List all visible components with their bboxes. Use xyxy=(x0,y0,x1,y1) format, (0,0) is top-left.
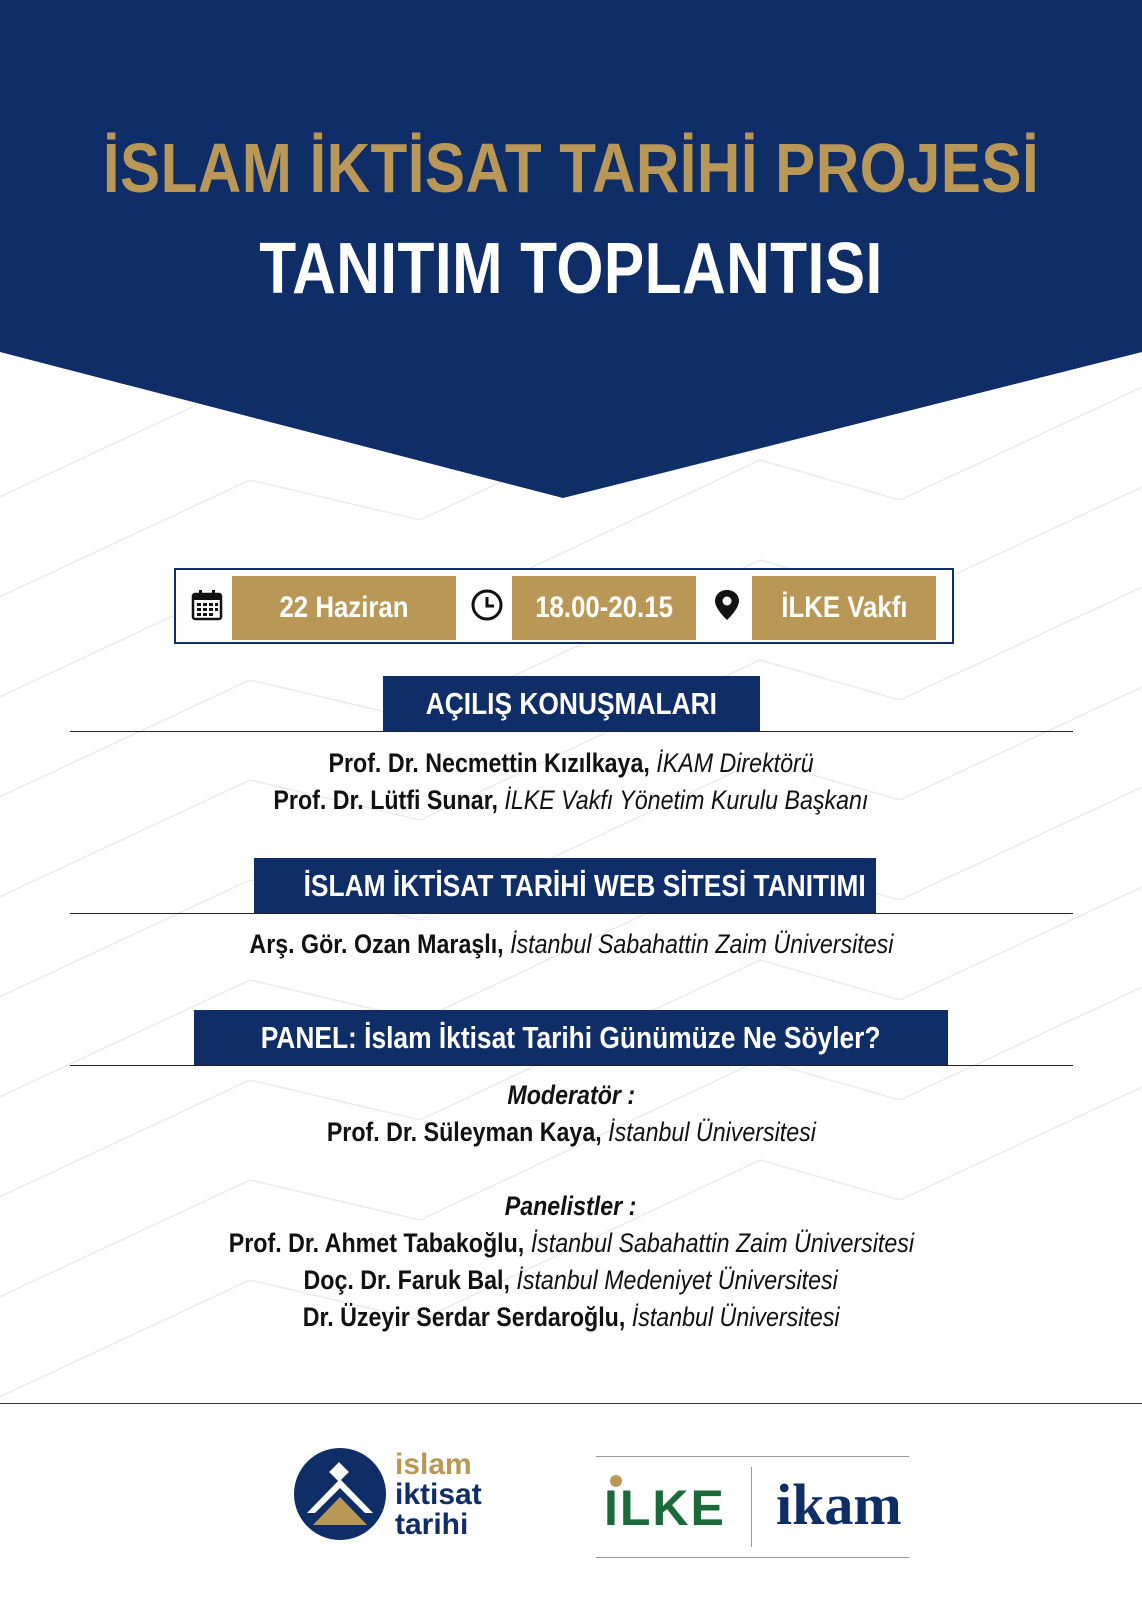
opening-speakers xyxy=(0,745,1142,819)
speaker-line: Prof. Dr. Lütfi Sunar, İLKE Vakfı Yönetim Kurulu Başkanı xyxy=(273,785,869,815)
clock-icon xyxy=(470,588,504,622)
islam-iktisat-tarihi-logo-icon xyxy=(293,1447,387,1541)
section-heading-website: İSLAM İKTİSAT TARİHİ WEB SİTESİ TANITIMI xyxy=(254,858,876,914)
panelist-line: Doç. Dr. Faruk Bal, İstanbul Medeniyet Üniversitesi xyxy=(303,1265,839,1295)
page-title: İSLAM İKTİSAT TARİHİ PROJESİ xyxy=(102,129,1040,207)
page-subtitle: TANITIM TOPLANTISI xyxy=(259,229,883,309)
event-date: 22 Haziran 2022 xyxy=(232,576,456,640)
location-pin-icon xyxy=(710,588,744,622)
ilke-ikam-logo xyxy=(596,1456,909,1558)
divider xyxy=(70,731,1073,732)
moderator-line: Prof. Dr. Süleyman Kaya, İstanbul Üniversitesi xyxy=(326,1117,816,1147)
divider xyxy=(70,913,1073,914)
divider xyxy=(70,1065,1073,1066)
calendar-icon xyxy=(190,588,224,622)
panel-content xyxy=(0,1077,1142,1336)
website-speakers xyxy=(0,926,1142,963)
logo-separator xyxy=(751,1467,752,1547)
panelist-line: Dr. Üzeyir Serdar Serdaroğlu, İstanbul Üniversitesi xyxy=(302,1302,840,1332)
event-time: 18.00-20.15 xyxy=(512,576,696,640)
panelist-line: Prof. Dr. Ahmet Tabakoğlu, İstanbul Sabahattin Zaim Üniversitesi xyxy=(228,1228,914,1258)
ilke-logo-text: ILKE xyxy=(604,1480,726,1536)
islam-iktisat-tarihi-logo: islam iktisat tarihi xyxy=(395,1448,482,1541)
moderator-label: Moderatör : xyxy=(507,1080,635,1110)
event-info-bar xyxy=(174,568,954,688)
ikam-logo-text: ikam xyxy=(776,1472,902,1537)
section-heading-opening: AÇILIŞ KONUŞMALARI xyxy=(383,676,760,732)
panelists-label: Panelistler : xyxy=(505,1191,637,1221)
section-heading-panel: PANEL: İslam İktisat Tarihi Günümüze Ne Söyler? xyxy=(194,1010,948,1066)
footer-divider xyxy=(0,1403,1142,1404)
speaker-line: Arş. Gör. Ozan Maraşlı, İstanbul Sabahattin Zaim Üniversitesi xyxy=(248,929,894,959)
speaker-line: Prof. Dr. Necmettin Kızılkaya, İKAM Direktörü xyxy=(328,748,814,778)
event-location: İLKE Vakfı xyxy=(752,576,936,640)
